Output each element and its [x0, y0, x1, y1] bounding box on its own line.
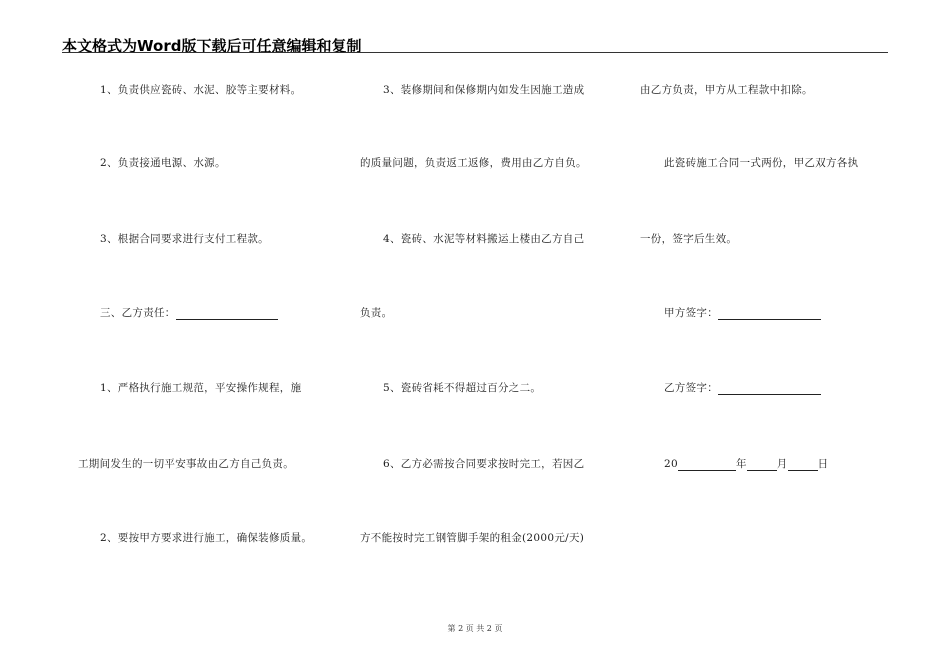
middle-line-6: 6、乙方必需按合同要求按时完工，若因乙 [383, 458, 585, 470]
year-blank [678, 459, 736, 471]
middle-line-7: 方不能按时完工钢管脚手架的租金(2000元/天) [360, 532, 585, 544]
middle-line-4: 负责。 [360, 307, 393, 319]
date-day-label: 日 [817, 458, 829, 470]
middle-line-1: 3、装修期间和保修期内如发生因施工造成 [383, 84, 585, 96]
middle-line-5: 5、瓷砖省耗不得超过百分之二。 [383, 382, 542, 394]
header-rule [62, 52, 888, 53]
right-line-2: 此瓷砖施工合同一式两份，甲乙双方各执 [664, 157, 859, 169]
right-line-1: 由乙方负责，甲方从工程款中扣除。 [640, 84, 813, 96]
responsibility-blank [176, 308, 278, 320]
left-line-5: 1、严格执行施工规范，平安操作规程，施 [100, 382, 302, 394]
date-prefix: 20 [664, 458, 678, 470]
party-a-signature [664, 305, 821, 320]
left-line-3: 3、根据合同要求进行支付工程款。 [100, 233, 269, 245]
party-b-signature [664, 380, 821, 395]
middle-line-3: 4、瓷砖、水泥等材料搬运上楼由乙方自己 [383, 233, 585, 245]
party-a-signature-blank [718, 308, 821, 320]
party-a-signature-label: 甲方签字： [664, 307, 718, 319]
left-line-4 [100, 305, 278, 320]
date-year-label: 年 [735, 458, 747, 470]
party-b-signature-label: 乙方签字： [664, 382, 718, 394]
day-blank [788, 459, 818, 471]
signing-date [664, 456, 828, 471]
date-month-label: 月 [776, 458, 788, 470]
month-blank [747, 459, 777, 471]
page-header: 本文格式为Word版下载后可任意编辑和复制 [62, 37, 362, 55]
left-line-1: 1、负责供应瓷砖、水泥、胶等主要材料。 [100, 84, 302, 96]
left-line-2: 2、负责接通电源、水源。 [100, 157, 226, 169]
party-b-responsibility-heading: 三、乙方责任： [100, 307, 176, 319]
party-b-signature-blank [718, 383, 821, 395]
right-line-3: 一份，签字后生效。 [640, 233, 738, 245]
middle-line-2: 的质量问题，负责返工返修，费用由乙方自负。 [360, 157, 587, 169]
left-line-7: 2、要按甲方要求进行施工，确保装修质量。 [100, 532, 313, 544]
page-number-footer: 第 2 页 共 2 页 [447, 624, 503, 633]
left-line-6: 工期间发生的一切平安事故由乙方自己负责。 [78, 458, 294, 470]
